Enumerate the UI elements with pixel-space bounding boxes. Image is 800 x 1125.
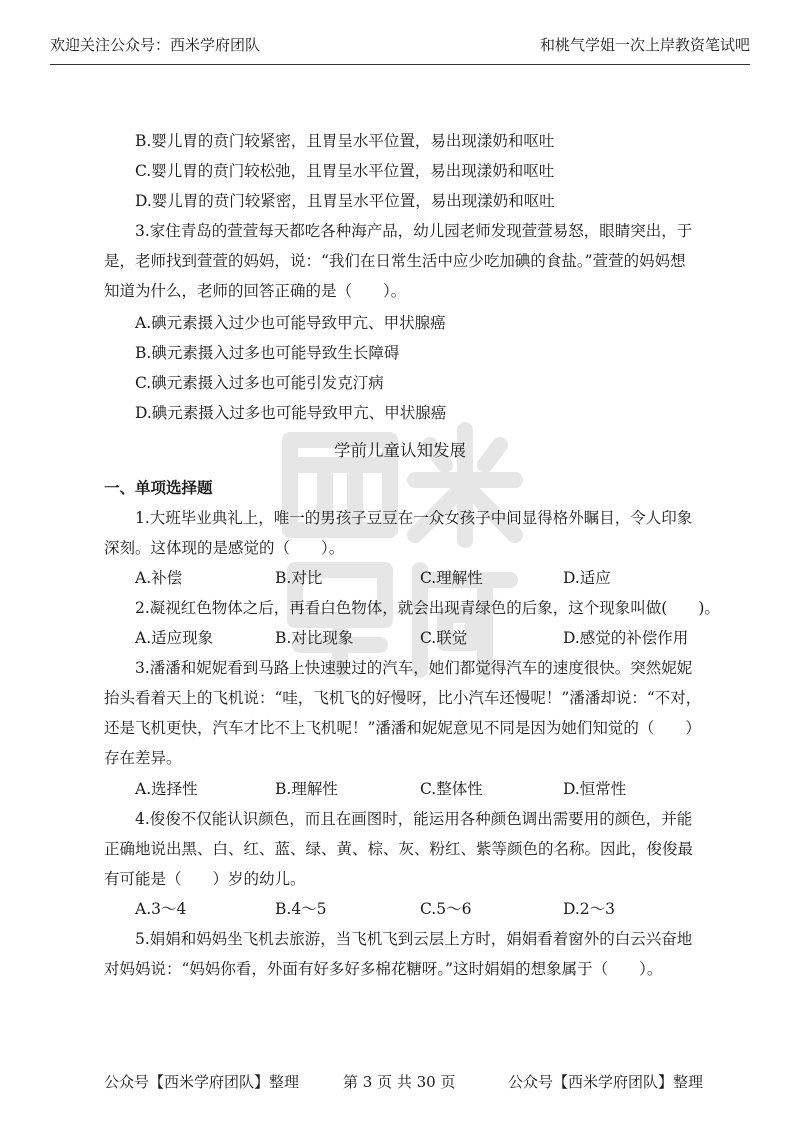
question-line: 2.凝视红色物体之后，再看白色物体，就会出现青绿色的后象，这个现象叫做( )。 (135, 599, 720, 617)
question-line: 正确地说出黑、白、红、蓝、绿、黄、棕、灰、粉红、紫等颜色的名称。因此，俊俊最 (104, 840, 694, 858)
text-line: A.碘元素摄入过少也可能导致甲亢、甲状腺癌 (135, 314, 446, 332)
question-line: 3.潘潘和妮妮看到马路上快速驶过的汽车，她们都觉得汽车的速度很快。突然妮妮 (135, 659, 693, 677)
question-line: 有可能是（ ）岁的幼儿。 (104, 870, 306, 888)
option-c: C.5～6 (420, 900, 472, 918)
question-line: 5.娟娟和妈妈坐飞机去旅游，当飞机飞到云层上方时，娟娟看着窗外的白云兴奋地 (135, 930, 693, 948)
section-title: 学前儿童认知发展 (334, 441, 466, 460)
footer-left-text: 公众号【西米学府团队】整理 (104, 1073, 300, 1091)
text-line: 3.家住青岛的萱萱每天都吃各种海产品，幼儿园老师发现萱萱易怒，眼睛突出，于 (135, 222, 693, 240)
question-line: 还是飞机更快，汽车才比不上飞机呢！”潘潘和妮妮意见不同是因为她们知觉的（ ） (104, 719, 701, 737)
text-line: B.婴儿胃的贲门较紧密，且胃呈水平位置，易出现漾奶和呕吐 (135, 132, 555, 150)
header-left-text: 欢迎关注公众号：西米学府团队 (50, 36, 261, 54)
question-line: 深刻。这体现的是感觉的（ ）。 (104, 539, 345, 557)
option-b: B.4～5 (275, 900, 327, 918)
header-right-text: 和桃气学姐一次上岸教资笔试吧 (539, 36, 750, 54)
option-a: A.补偿 (135, 569, 183, 587)
option-d: D.恒常性 (563, 780, 627, 798)
option-b: B.对比现象 (275, 629, 354, 647)
text-line: B.碘元素摄入过多也可能导致生长障碍 (135, 344, 400, 362)
option-c: C.理解性 (420, 569, 483, 587)
option-a: A.适应现象 (135, 629, 214, 647)
text-line: 知道为什么，老师的回答正确的是（ ）。 (104, 282, 407, 300)
question-line: 抬头看着天上的飞机说：“哇，飞机飞的好慢呀，比小汽车还慢呢！”潘潘却说：“不对， (104, 689, 702, 707)
option-a: A.3～4 (135, 900, 187, 918)
text-line: C.婴儿胃的贲门较松弛，且胃呈水平位置，易出现漾奶和呕吐 (135, 162, 555, 180)
option-b: B.理解性 (275, 780, 338, 798)
page-number: 第 3 页 共 30 页 (343, 1073, 456, 1091)
option-d: D.2～3 (563, 900, 616, 918)
option-d: D.感觉的补偿作用 (563, 629, 689, 647)
option-c: C.整体性 (420, 780, 483, 798)
text-line: C.碘元素摄入过多也可能引发克汀病 (135, 374, 384, 392)
question-line: 对妈妈说：“妈妈你看，外面有好多好多棉花糖呀。”这时娟娟的想象属于（ ）。 (104, 960, 663, 978)
option-c: C.联觉 (420, 629, 468, 647)
option-b: B.对比 (275, 569, 323, 587)
question-line: 1.大班毕业典礼上，唯一的男孩子豆豆在一众女孩子中间显得格外瞩目，令人印象 (135, 509, 693, 527)
text-line: 是，老师找到萱萱的妈妈，说：“我们在日常生活中应少吃加碘的食盐。”萱萱的妈妈想 (104, 252, 686, 270)
footer-right-text: 公众号【西米学府团队】整理 (508, 1073, 704, 1091)
option-d: D.适应 (563, 569, 611, 587)
question-line: 4.俊俊不仅能认识颜色，而且在画图时，能运用各种颜色调出需要用的颜色，并能 (135, 810, 693, 828)
option-a: A.选择性 (135, 780, 198, 798)
subsection-title: 一、单项选择题 (104, 479, 213, 497)
header-divider (50, 64, 750, 65)
question-line: 存在差异。 (104, 749, 182, 767)
text-line: D.碘元素摄入过多也可能导致甲亢、甲状腺癌 (135, 404, 447, 422)
text-line: D.婴儿胃的贲门较紧密，且胃呈水平位置，易出现漾奶和呕吐 (135, 192, 555, 210)
